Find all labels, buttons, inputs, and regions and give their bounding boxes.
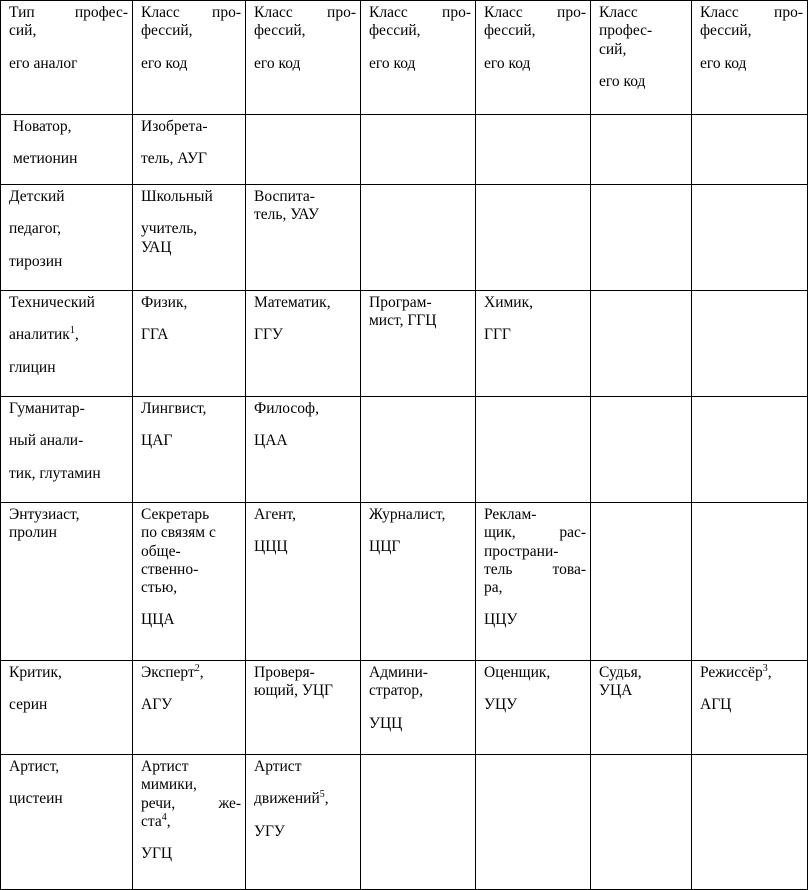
profession-class-cell — [591, 185, 692, 291]
cell-line — [141, 561, 241, 579]
cell-line — [9, 696, 128, 714]
cell-text: глицин — [9, 358, 56, 376]
cell-text: тик, глутамин — [9, 464, 101, 482]
cell-text: сий, — [9, 22, 37, 40]
cell-text: цистеин — [9, 790, 63, 808]
cell-line — [141, 188, 241, 206]
cell-punct: , — [767, 664, 772, 681]
cell-text: Тип профес- — [9, 4, 128, 21]
cell-line — [254, 790, 356, 808]
cell-line — [369, 312, 471, 330]
cell-text: ЦЦГ — [369, 538, 401, 556]
profession-class-cell — [133, 503, 246, 661]
header-cell — [692, 1, 808, 115]
cell-line — [141, 696, 241, 714]
table-row — [1, 661, 808, 755]
cell-line — [369, 715, 471, 733]
cell-line — [13, 118, 128, 136]
cell-line — [141, 239, 241, 257]
cell-text: ЦЦУ — [484, 611, 518, 629]
cell-line — [141, 294, 241, 312]
cell-line — [141, 795, 241, 813]
cell-line — [369, 506, 471, 524]
cell-text: ЦЦА — [141, 611, 175, 629]
cell-line — [9, 506, 128, 524]
cell-text: Химик, — [484, 294, 533, 311]
cell-text: по связям с — [141, 524, 216, 542]
profession-class-cell — [361, 115, 476, 185]
cell-line — [9, 790, 128, 808]
cell-text: УГЦ — [141, 845, 173, 863]
cell-text: пролин — [9, 524, 57, 542]
cell-line — [13, 150, 128, 168]
cell-line — [9, 253, 128, 271]
cell-text: Секретарь — [141, 506, 210, 523]
cell-text: ный анали- — [9, 432, 84, 450]
cell-text: серин — [9, 696, 48, 714]
profession-class-cell — [692, 397, 808, 503]
cell-text: Класс про- — [700, 4, 803, 21]
cell-line — [254, 206, 356, 224]
cell-line — [254, 400, 356, 418]
cell-text: ра, — [484, 579, 503, 597]
cell-text: УГУ — [254, 822, 285, 840]
cell-line — [599, 41, 687, 59]
profession-type-cell — [1, 397, 133, 503]
profession-class-cell — [692, 661, 808, 755]
profession-class-cell — [246, 661, 361, 755]
cell-text: его код — [700, 54, 747, 72]
cell-line — [9, 465, 128, 483]
cell-text: обще- — [141, 542, 181, 560]
cell-text: тель това- — [484, 560, 586, 578]
cell-line — [254, 22, 356, 40]
cell-text: УЦУ — [484, 696, 518, 714]
cell-text: стратор, — [369, 682, 424, 700]
cell-text: Класс про- — [369, 4, 471, 21]
profession-class-cell — [133, 755, 246, 890]
footnote-marker: 4 — [161, 811, 167, 823]
cell-text: метионин — [13, 150, 78, 168]
cell-line — [599, 4, 687, 22]
cell-text: Технический — [9, 294, 95, 311]
cell-line — [254, 326, 356, 344]
cell-line — [484, 543, 586, 561]
cell-text: аналитик — [9, 326, 70, 344]
profession-class-cell — [591, 755, 692, 890]
profession-class-cell — [476, 755, 591, 890]
cell-line — [484, 696, 586, 714]
cell-line — [141, 220, 241, 238]
cell-text: сий, — [599, 40, 627, 58]
cell-text: АГУ — [141, 696, 173, 714]
cell-line — [599, 682, 687, 700]
cell-text: Артист, — [9, 758, 60, 775]
profession-class-cell — [476, 503, 591, 661]
cell-text: Програм- — [369, 294, 432, 311]
profession-class-cell — [133, 185, 246, 291]
profession-class-cell — [133, 115, 246, 185]
profession-class-cell — [133, 661, 246, 755]
cell-line — [484, 55, 586, 73]
cell-text: пространи- — [484, 542, 559, 560]
cell-text: Режиссёр — [700, 664, 763, 681]
cell-text: Агент, — [254, 506, 297, 523]
cell-text: тель, УАУ — [254, 206, 320, 224]
cell-text: Класс — [599, 4, 638, 21]
cell-line — [254, 4, 356, 22]
profession-class-cell — [246, 503, 361, 661]
profession-class-cell — [476, 185, 591, 291]
header-cell — [133, 1, 246, 115]
cell-line — [254, 682, 356, 700]
cell-text: фессий, — [369, 22, 421, 40]
cell-line — [141, 776, 241, 794]
cell-line — [9, 326, 128, 344]
profession-class-cell — [692, 115, 808, 185]
cell-line — [141, 4, 241, 22]
cell-punct: , — [199, 664, 204, 681]
cell-text: речи, же- — [141, 794, 241, 812]
cell-text: его аналог — [9, 54, 78, 72]
cell-line — [9, 188, 128, 206]
cell-line — [141, 845, 241, 863]
profession-class-cell — [361, 661, 476, 755]
cell-line — [9, 55, 128, 73]
cell-text: движений — [254, 790, 320, 808]
cell-text: учитель, — [141, 220, 198, 238]
cell-line — [254, 432, 356, 450]
cell-line — [369, 682, 471, 700]
table-row — [1, 503, 808, 661]
cell-line — [254, 506, 356, 524]
cell-text: его код — [141, 54, 188, 72]
cell-line — [484, 22, 586, 40]
cell-line — [9, 22, 128, 40]
cell-line — [254, 538, 356, 556]
profession-class-cell — [692, 291, 808, 397]
table-row — [1, 755, 808, 890]
cell-text: АГЦ — [700, 696, 732, 714]
cell-line — [484, 664, 586, 682]
cell-line — [9, 359, 128, 377]
cell-text: фессий, — [254, 22, 306, 40]
cell-line — [599, 22, 687, 40]
cell-text: Энтузиаст, — [9, 506, 80, 523]
cell-text: Математик, — [254, 294, 331, 311]
cell-line — [141, 524, 241, 542]
cell-line — [254, 294, 356, 312]
cell-line — [141, 118, 241, 136]
cell-text: Физик, — [141, 294, 188, 311]
profession-class-cell — [591, 115, 692, 185]
cell-line — [369, 538, 471, 556]
cell-text: профес- — [599, 22, 653, 40]
profession-class-cell — [591, 661, 692, 755]
table-row — [1, 291, 808, 397]
profession-class-cell — [246, 185, 361, 291]
cell-punct: , — [166, 812, 171, 830]
profession-class-cell — [361, 503, 476, 661]
cell-text: тель, АУГ — [141, 150, 207, 168]
cell-text: ГГУ — [254, 326, 283, 344]
cell-line — [254, 823, 356, 841]
cell-line — [9, 524, 128, 542]
cell-line — [484, 4, 586, 22]
cell-text: фессий, — [141, 22, 193, 40]
cell-text: Журналист, — [369, 506, 446, 523]
cell-line — [9, 758, 128, 776]
cell-text: УЦЦ — [369, 714, 403, 732]
cell-line — [141, 22, 241, 40]
cell-line — [9, 4, 128, 22]
cell-text: ЦЦЦ — [254, 538, 288, 556]
profession-class-cell — [692, 503, 808, 661]
cell-text: ственно- — [141, 560, 199, 578]
cell-text: Класс про- — [141, 4, 241, 21]
cell-punct: , — [74, 326, 79, 344]
cell-line — [141, 400, 241, 418]
header-cell — [476, 1, 591, 115]
cell-text: ГГА — [141, 326, 169, 344]
header-cell — [1, 1, 133, 115]
cell-line — [254, 758, 356, 776]
table-row — [1, 185, 808, 291]
footnote-marker: 2 — [194, 662, 200, 674]
cell-line — [484, 506, 586, 524]
cell-text: Артист — [141, 758, 189, 775]
profession-class-cell — [476, 397, 591, 503]
cell-line — [9, 664, 128, 682]
profession-class-cell — [361, 397, 476, 503]
cell-line — [700, 55, 803, 73]
cell-line — [484, 326, 586, 344]
cell-text: ющий, УЦГ — [254, 682, 333, 700]
cell-text: Гуманитар- — [9, 400, 85, 417]
profession-type-cell — [1, 185, 133, 291]
cell-line — [9, 432, 128, 450]
table-row — [1, 397, 808, 503]
cell-text: мист, ГГЦ — [369, 312, 437, 330]
cell-text: ЦАГ — [141, 432, 173, 450]
cell-line — [141, 326, 241, 344]
cell-line — [484, 561, 586, 579]
cell-text: мимики, — [141, 776, 197, 794]
cell-line — [700, 664, 803, 682]
cell-text: ста — [141, 812, 162, 830]
cell-line — [369, 22, 471, 40]
table-row — [1, 115, 808, 185]
cell-line — [141, 758, 241, 776]
profession-class-cell — [692, 185, 808, 291]
cell-line — [484, 294, 586, 312]
cell-text: Класс про- — [484, 4, 586, 21]
profession-class-cell — [361, 291, 476, 397]
cell-line — [484, 524, 586, 542]
cell-text: его код — [484, 54, 531, 72]
cell-line — [9, 400, 128, 418]
cell-line — [369, 664, 471, 682]
cell-line — [369, 4, 471, 22]
cell-text: Проверя- — [254, 664, 315, 681]
profession-type-cell — [1, 115, 133, 185]
cell-line — [9, 294, 128, 312]
cell-line — [599, 664, 687, 682]
profession-class-cell — [591, 397, 692, 503]
cell-text: фессий, — [484, 22, 536, 40]
profession-class-cell — [361, 755, 476, 890]
profession-type-cell — [1, 291, 133, 397]
cell-line — [141, 150, 241, 168]
cell-line — [484, 579, 586, 597]
cell-text: Изобрета- — [141, 118, 208, 135]
cell-line — [141, 611, 241, 629]
profession-class-cell — [133, 291, 246, 397]
profession-class-cell — [476, 115, 591, 185]
cell-line — [141, 55, 241, 73]
profession-class-cell — [692, 755, 808, 890]
profession-class-cell — [246, 755, 361, 890]
profession-table-body — [1, 1, 808, 890]
cell-line — [254, 664, 356, 682]
cell-text: щик, рас- — [484, 524, 586, 542]
profession-class-cell — [591, 291, 692, 397]
profession-class-cell — [591, 503, 692, 661]
cell-line — [141, 432, 241, 450]
profession-class-cell — [246, 115, 361, 185]
cell-line — [599, 73, 687, 91]
header-row — [1, 1, 808, 115]
cell-text: Реклам- — [484, 506, 537, 523]
profession-class-cell — [476, 661, 591, 755]
cell-line — [254, 55, 356, 73]
cell-line — [369, 55, 471, 73]
cell-text: Новатор, — [13, 118, 72, 135]
header-cell — [591, 1, 692, 115]
footnote-marker: 1 — [69, 325, 75, 337]
cell-text: тирозин — [9, 252, 63, 270]
cell-line — [141, 664, 241, 682]
footnote-marker: 5 — [319, 789, 325, 801]
cell-text: ГГГ — [484, 326, 511, 344]
cell-line — [141, 813, 241, 831]
cell-line — [700, 22, 803, 40]
cell-line — [141, 506, 241, 524]
cell-text: Лингвист, — [141, 400, 207, 417]
cell-text: Судья, — [599, 664, 642, 681]
cell-punct: , — [324, 790, 329, 808]
cell-line — [254, 188, 356, 206]
cell-text: Админи- — [369, 664, 428, 681]
header-cell — [246, 1, 361, 115]
header-cell — [361, 1, 476, 115]
cell-text: Философ, — [254, 400, 319, 417]
footnote-marker: 3 — [762, 662, 768, 674]
profession-class-cell — [246, 291, 361, 397]
cell-text: УЦА — [599, 682, 633, 700]
cell-text: Детский — [9, 188, 65, 205]
cell-text: Критик, — [9, 664, 62, 681]
cell-line — [141, 579, 241, 597]
cell-line — [369, 294, 471, 312]
cell-line — [9, 220, 128, 238]
cell-text: Оценщик, — [484, 664, 551, 681]
profession-class-cell — [133, 397, 246, 503]
cell-text: Школьный — [141, 188, 213, 205]
cell-text: стью, — [141, 579, 178, 597]
profession-class-cell — [361, 185, 476, 291]
cell-text: Класс про- — [254, 4, 356, 21]
cell-text: педагог, — [9, 220, 61, 238]
cell-text: Воспита- — [254, 188, 315, 205]
profession-class-cell — [476, 291, 591, 397]
cell-text: Эксперт — [141, 664, 195, 681]
cell-text: УАЦ — [141, 238, 172, 256]
cell-text: Артист — [254, 758, 302, 775]
cell-text: его код — [599, 72, 646, 90]
profession-class-cell — [246, 397, 361, 503]
cell-text: фессий, — [700, 22, 752, 40]
cell-line — [700, 4, 803, 22]
cell-text: его код — [254, 54, 301, 72]
cell-line — [484, 611, 586, 629]
cell-line — [700, 696, 803, 714]
cell-text: его код — [369, 54, 416, 72]
cell-text: ЦАА — [254, 432, 288, 450]
profession-type-cell — [1, 661, 133, 755]
profession-type-cell — [1, 503, 133, 661]
profession-type-cell — [1, 755, 133, 890]
cell-line — [141, 543, 241, 561]
